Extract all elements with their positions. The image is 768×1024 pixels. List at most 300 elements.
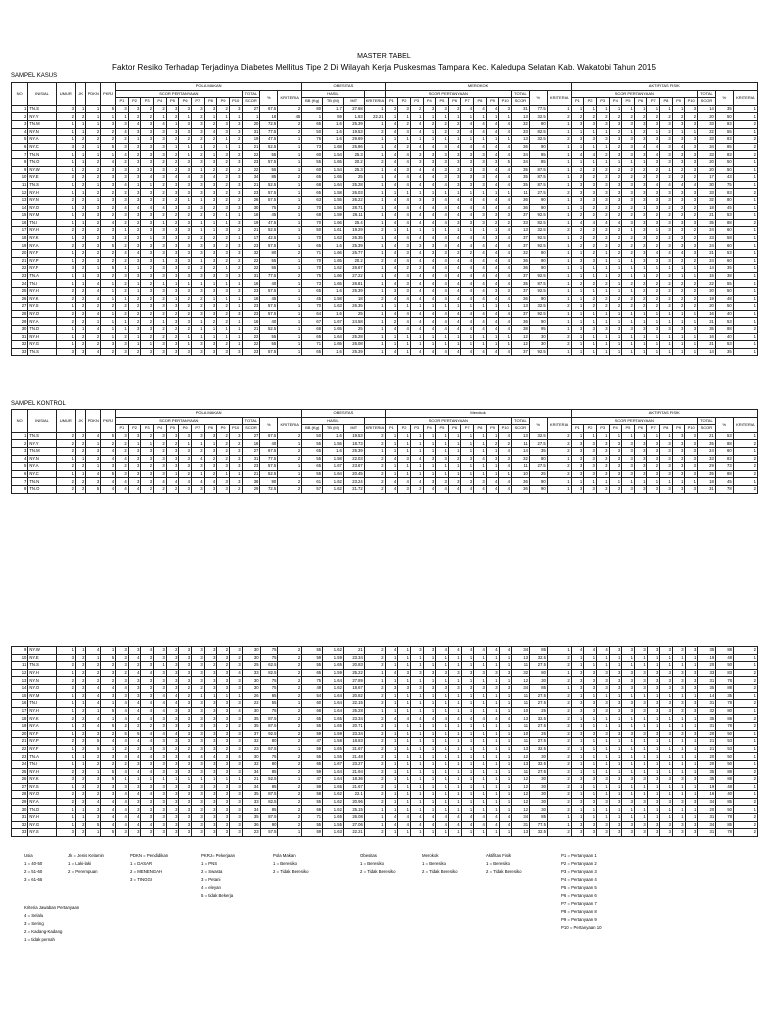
- table-cell: 2: [672, 113, 685, 121]
- table-cell: 23: [242, 288, 260, 296]
- table-cell: 77.5: [260, 128, 278, 136]
- table-cell: 3: [486, 288, 499, 296]
- table-cell: 55: [260, 151, 278, 159]
- table-cell: 85: [529, 158, 547, 166]
- table-cell: 2: [56, 113, 75, 121]
- table-cell: 25: [343, 310, 364, 318]
- table-cell: 3: [179, 798, 192, 806]
- table-cell: 2: [647, 303, 660, 311]
- table-cell: 19.29: [343, 227, 364, 235]
- table-cell: 3: [647, 455, 660, 463]
- table-cell: 2: [75, 463, 85, 471]
- table-cell: 18: [12, 715, 28, 723]
- table-cell: 2: [204, 662, 217, 670]
- table-cell: 1: [364, 806, 385, 814]
- table-cell: 3: [596, 470, 609, 478]
- table-cell: 2: [166, 219, 179, 227]
- table-cell: 1: [622, 158, 635, 166]
- table-cell: 2: [116, 234, 129, 242]
- table-cell: NY.N: [28, 196, 56, 204]
- table-cell: 4: [499, 120, 512, 128]
- table-cell: 4: [448, 485, 461, 493]
- table-cell: 3: [217, 227, 230, 235]
- table-cell: 12: [12, 669, 28, 677]
- table-cell: 13: [512, 829, 530, 837]
- table-cell: 3: [499, 212, 512, 220]
- table-cell: 4: [86, 348, 101, 356]
- table-cell: 4: [101, 219, 116, 227]
- table-cell: 3: [647, 669, 660, 677]
- table-cell: 21.67: [343, 745, 364, 753]
- table-cell: 1: [647, 662, 660, 670]
- table-cell: NY.H: [28, 288, 56, 296]
- table-cell: 3: [191, 348, 204, 356]
- legend-line: 1 = Beresiko: [422, 861, 447, 866]
- table-cell: 1: [364, 234, 385, 242]
- table-cell: 2: [448, 250, 461, 258]
- table-cell: 3: [660, 196, 673, 204]
- table-cell: 1.55: [323, 821, 344, 829]
- table-cell: 4: [128, 791, 141, 799]
- table-cell: 3: [609, 326, 622, 334]
- table-cell: 2: [278, 791, 302, 799]
- table-cell: 4: [101, 455, 116, 463]
- table-cell: 3: [217, 821, 230, 829]
- table-cell: 1: [660, 768, 673, 776]
- table-cell: 1: [448, 776, 461, 784]
- table-cell: 3: [154, 250, 167, 258]
- table-cell: 19.53: [343, 432, 364, 440]
- table-cell: 2: [86, 189, 101, 197]
- table-cell: 92.5: [529, 234, 547, 242]
- table-cell: 90: [529, 204, 547, 212]
- header-question: P7: [191, 425, 204, 433]
- table-cell: 2: [12, 113, 28, 121]
- table-cell: 1: [474, 432, 487, 440]
- table-cell: 1: [635, 745, 648, 753]
- table-cell: 3: [116, 677, 129, 685]
- table-cell: 1: [685, 753, 698, 761]
- table-cell: 4: [128, 814, 141, 822]
- table-cell: 2: [141, 432, 154, 440]
- table-cell: 4: [474, 234, 487, 242]
- table-cell: 1: [499, 798, 512, 806]
- table-cell: NY.H: [28, 333, 56, 341]
- table-cell: 82.5: [529, 219, 547, 227]
- table-cell: 1: [364, 821, 385, 829]
- table-cell: 4: [436, 219, 449, 227]
- table-cell: 2: [596, 303, 609, 311]
- table-cell: 1: [204, 295, 217, 303]
- table-cell: 1: [86, 120, 101, 128]
- table-cell: 3: [672, 776, 685, 784]
- table-cell: 1: [154, 219, 167, 227]
- table-cell: 2: [128, 745, 141, 753]
- table-cell: 1: [385, 700, 398, 708]
- table-cell: 4: [385, 669, 398, 677]
- table-cell: 2: [398, 143, 411, 151]
- table-cell: 92.5: [529, 288, 547, 296]
- table-cell: 3: [86, 204, 101, 212]
- table-cell: 3: [635, 684, 648, 692]
- table-cell: 1: [486, 113, 499, 121]
- table-cell: 3: [154, 470, 167, 478]
- table-cell: 1: [461, 791, 474, 799]
- table-cell: 3: [86, 455, 101, 463]
- table-cell: 3: [622, 798, 635, 806]
- table-cell: 3: [229, 250, 242, 258]
- table-cell: 1: [584, 783, 597, 791]
- table-cell: 1: [734, 760, 758, 768]
- table-cell: 1: [179, 113, 192, 121]
- table-cell: 4: [128, 669, 141, 677]
- table-cell: 1: [474, 692, 487, 700]
- table-cell: 2: [217, 158, 230, 166]
- table-cell: 1: [609, 105, 622, 113]
- table-cell: 12: [512, 783, 530, 791]
- table-cell: 2: [448, 105, 461, 113]
- table-cell: 4: [461, 295, 474, 303]
- table-cell: 4: [461, 272, 474, 280]
- table-cell: 1: [547, 143, 571, 151]
- table-cell: 5: [12, 136, 28, 144]
- header-question: P6: [448, 98, 461, 106]
- table-cell: 1: [56, 234, 75, 242]
- table-cell: TN.D: [28, 806, 56, 814]
- table-cell: 1: [547, 647, 571, 655]
- legend-line: P3 = Pertanyaan 3: [561, 869, 597, 874]
- header-kriteria: KRITERIA: [547, 417, 571, 432]
- table-cell: 58: [302, 791, 323, 799]
- table-cell: 2: [278, 753, 302, 761]
- table-cell: 1: [474, 341, 487, 349]
- table-cell: 2: [166, 136, 179, 144]
- table-cell: 2: [278, 204, 302, 212]
- table-cell: 23.34: [343, 730, 364, 738]
- table-cell: 1.63: [323, 234, 344, 242]
- table-cell: 3: [166, 814, 179, 822]
- table-cell: 4: [128, 768, 141, 776]
- table-cell: 3: [660, 677, 673, 685]
- table-cell: 3: [647, 684, 660, 692]
- table-cell: 4: [410, 234, 423, 242]
- header-question: P7: [191, 98, 204, 106]
- table-cell: 35: [698, 776, 716, 784]
- table-cell: 3: [204, 677, 217, 685]
- table-cell: 1: [278, 776, 302, 784]
- table-cell: 5: [101, 722, 116, 730]
- table-cell: 1: [154, 280, 167, 288]
- table-cell: 35: [698, 715, 716, 723]
- table-cell: 2: [217, 105, 230, 113]
- table-cell: 3: [685, 143, 698, 151]
- table-cell: 4: [204, 174, 217, 182]
- table-cell: 1: [423, 730, 436, 738]
- table-cell: 2: [154, 447, 167, 455]
- table-cell: 32: [242, 738, 260, 746]
- table-cell: 4: [647, 151, 660, 159]
- table-cell: 3: [204, 348, 217, 356]
- header-tb: TB (M): [323, 98, 344, 106]
- table-cell: 3: [56, 776, 75, 784]
- table-cell: 21: [698, 341, 716, 349]
- table-cell: 1: [647, 128, 660, 136]
- table-cell: 1: [474, 470, 487, 478]
- table-cell: 17: [698, 174, 716, 182]
- table-cell: 2: [86, 136, 101, 144]
- table-cell: 2: [154, 158, 167, 166]
- table-cell: 2: [191, 265, 204, 273]
- table-cell: 1: [660, 310, 673, 318]
- table-cell: 2: [75, 303, 85, 311]
- table-cell: 3: [154, 783, 167, 791]
- table-cell: 2: [547, 113, 571, 121]
- table-cell: 59: [302, 654, 323, 662]
- table-cell: 4: [116, 768, 129, 776]
- table-cell: 2: [141, 333, 154, 341]
- table-cell: 3: [229, 242, 242, 250]
- table-cell: 1: [474, 303, 487, 311]
- table-cell: 2: [278, 806, 302, 814]
- table-cell: 2: [76, 662, 86, 670]
- table-cell: 1: [609, 760, 622, 768]
- table-cell: 3: [474, 181, 487, 189]
- table-cell: 3: [141, 303, 154, 311]
- table-cell: 34: [512, 151, 530, 159]
- table-cell: 4: [101, 798, 116, 806]
- table-cell: 4: [166, 174, 179, 182]
- table-cell: 3: [141, 166, 154, 174]
- table-cell: 1: [622, 791, 635, 799]
- table-cell: 21: [12, 257, 28, 265]
- table-cell: 1: [499, 829, 512, 837]
- table-cell: 2: [56, 440, 75, 448]
- table-cell: 2: [141, 265, 154, 273]
- table-cell: 85: [260, 806, 278, 814]
- table-cell: 1: [461, 470, 474, 478]
- table-cell: 1: [685, 715, 698, 723]
- table-cell: 1: [672, 806, 685, 814]
- header-kriteria: KRITERIA: [365, 98, 385, 104]
- table-cell: 82.5: [529, 128, 547, 136]
- table-cell: 1: [733, 265, 757, 273]
- table-cell: 1: [410, 440, 423, 448]
- table-cell: 1: [86, 181, 101, 189]
- table-cell: 3: [166, 303, 179, 311]
- table-cell: 1: [154, 257, 167, 265]
- table-cell: 1: [410, 341, 423, 349]
- table-cell: 1: [56, 753, 75, 761]
- table-cell: 2: [166, 158, 179, 166]
- header-question: P4: [609, 98, 622, 106]
- table-cell: 3: [622, 684, 635, 692]
- table-cell: 1: [436, 113, 449, 121]
- table-row: [12, 647, 758, 655]
- table-cell: 2: [672, 166, 685, 174]
- table-cell: 3: [230, 677, 243, 685]
- table-cell: 3: [166, 234, 179, 242]
- table-cell: 3: [410, 485, 423, 493]
- table-cell: 2: [734, 722, 758, 730]
- table-cell: 4: [410, 348, 423, 356]
- table-cell: 2: [278, 669, 302, 677]
- table-cell: 1: [436, 783, 449, 791]
- table-cell: 4: [86, 295, 101, 303]
- table-cell: 3: [141, 136, 154, 144]
- table-cell: 3: [141, 654, 154, 662]
- table-cell: 4: [486, 105, 499, 113]
- table-cell: 3: [634, 234, 647, 242]
- table-cell: 65: [302, 120, 323, 128]
- table-cell: 2: [685, 174, 698, 182]
- table-cell: 1: [448, 829, 461, 837]
- table-cell: 3: [217, 684, 230, 692]
- table-row: [12, 227, 758, 235]
- table-cell: 2: [672, 174, 685, 182]
- table-cell: 1: [474, 463, 487, 471]
- table-cell: 2: [192, 684, 205, 692]
- header-scor: SCOR: [512, 98, 530, 106]
- table-row: [12, 707, 758, 715]
- table-cell: 4: [597, 647, 610, 655]
- table-cell: 1: [547, 326, 571, 334]
- table-cell: 1: [191, 219, 204, 227]
- table-cell: 3: [179, 760, 192, 768]
- table-cell: 4: [385, 257, 398, 265]
- table-cell: 75: [260, 204, 278, 212]
- table-cell: 3: [672, 463, 685, 471]
- table-cell: 2: [86, 128, 101, 136]
- table-cell: 3: [672, 669, 685, 677]
- table-cell: 3: [622, 470, 635, 478]
- table-row: [12, 288, 758, 296]
- table-cell: 5: [116, 730, 129, 738]
- table-cell: 12: [512, 798, 530, 806]
- table-cell: 4: [486, 280, 499, 288]
- table-cell: 1: [229, 280, 242, 288]
- table-cell: 2: [660, 295, 673, 303]
- table-cell: 1: [101, 295, 116, 303]
- table-cell: 3: [192, 654, 205, 662]
- table-cell: NY.G: [28, 341, 56, 349]
- table-cell: 13: [512, 654, 530, 662]
- table-cell: 3: [166, 204, 179, 212]
- table-cell: 3: [141, 326, 154, 334]
- table-row: [12, 798, 758, 806]
- table-cell: 15: [698, 272, 716, 280]
- table-cell: 1: [734, 730, 758, 738]
- table-cell: 1.62: [323, 791, 344, 799]
- table-cell: 2: [101, 204, 116, 212]
- table-cell: 3: [204, 700, 217, 708]
- table-cell: 1: [672, 128, 685, 136]
- table-cell: 2: [154, 196, 167, 204]
- table-cell: 3: [230, 647, 243, 655]
- table-cell: 1: [474, 700, 487, 708]
- header-question: P5: [166, 425, 179, 433]
- table-cell: 2: [116, 288, 129, 296]
- table-cell: 3: [660, 136, 673, 144]
- table-cell: 1: [56, 212, 75, 220]
- table-cell: 1: [609, 310, 622, 318]
- table-cell: 3: [204, 158, 217, 166]
- table-cell: 1: [75, 326, 85, 334]
- table-cell: 1: [647, 333, 660, 341]
- table-cell: 85: [716, 798, 734, 806]
- table-cell: 4: [128, 204, 141, 212]
- table-cell: 3: [609, 447, 622, 455]
- table-cell: 52.5: [260, 776, 278, 784]
- table-cell: 3: [461, 151, 474, 159]
- header-kriteria: KRITERIA: [733, 90, 757, 105]
- table-cell: 1.63: [343, 113, 364, 121]
- table-cell: 1: [685, 692, 698, 700]
- table-cell: 3: [230, 760, 243, 768]
- table-cell: 3: [204, 257, 217, 265]
- table-cell: 55: [302, 662, 323, 670]
- table-cell: 66: [302, 806, 323, 814]
- table-cell: 3: [128, 196, 141, 204]
- table-cell: 2: [75, 485, 85, 493]
- table-cell: TN.I: [28, 700, 56, 708]
- table-cell: 60: [302, 700, 323, 708]
- table-cell: 2: [584, 174, 597, 182]
- table-cell: 3: [398, 280, 411, 288]
- table-cell: 3: [647, 821, 660, 829]
- table-cell: 1: [448, 768, 461, 776]
- table-cell: 4: [116, 738, 129, 746]
- table-cell: 2: [86, 158, 101, 166]
- table-cell: 25.39: [343, 242, 364, 250]
- table-cell: 3: [660, 189, 673, 197]
- table-cell: 2: [191, 447, 204, 455]
- table-cell: 2: [217, 647, 230, 655]
- table-cell: 15: [12, 692, 28, 700]
- table-cell: 2: [278, 662, 302, 670]
- table-cell: 3: [179, 821, 192, 829]
- table-cell: 1: [461, 227, 474, 235]
- table-cell: 3: [660, 821, 673, 829]
- table-cell: 3: [192, 783, 205, 791]
- table-cell: 1: [423, 333, 436, 341]
- table-cell: 4: [660, 250, 673, 258]
- header-question: P4: [154, 425, 167, 433]
- table-cell: 1: [733, 212, 757, 220]
- table-cell: 1: [436, 440, 449, 448]
- header-no: NO: [12, 83, 28, 106]
- table-cell: 2: [56, 715, 75, 723]
- header-scor: SCOR: [697, 425, 715, 433]
- table-cell: 3: [191, 174, 204, 182]
- table-cell: 1: [75, 151, 85, 159]
- table-cell: 20: [698, 158, 716, 166]
- table-cell: 1: [410, 189, 423, 197]
- table-cell: 3: [166, 738, 179, 746]
- table-cell: 1.55: [323, 196, 344, 204]
- table-cell: 1: [76, 814, 86, 822]
- table-cell: 4: [474, 485, 487, 493]
- table-cell: 4: [486, 326, 499, 334]
- table-cell: 3: [204, 730, 217, 738]
- table-row: [12, 722, 758, 730]
- table-cell: 1: [499, 136, 512, 144]
- table-cell: 3: [230, 738, 243, 746]
- table-cell: 4: [486, 242, 499, 250]
- table-cell: 1: [685, 791, 698, 799]
- table-cell: 9: [12, 166, 28, 174]
- table-cell: 1: [56, 158, 75, 166]
- table-cell: 1: [204, 692, 217, 700]
